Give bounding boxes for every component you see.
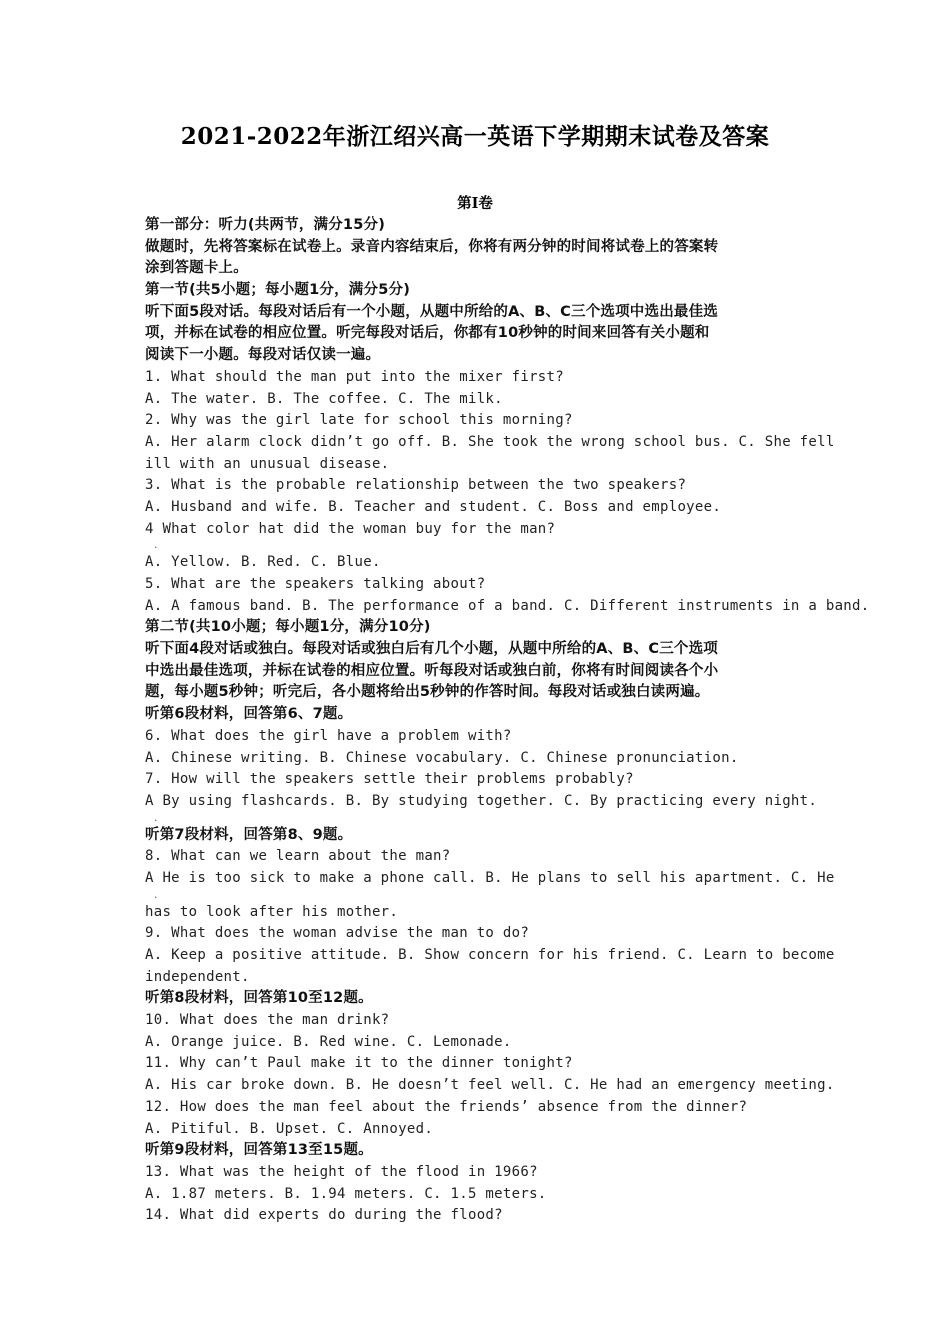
question-line: 1. What should the man put into the mixer first? (145, 368, 564, 385)
question-line: A. 1.87 meters. B. 1.94 meters. C. 1.5 meters. (145, 1185, 547, 1202)
question-line: A. Husband and wife. B. Teacher and student. C. Boss and employee. (145, 498, 722, 515)
question-line: A. Chinese writing. B. Chinese vocabulary. C. Chinese pronunciation. (145, 749, 739, 766)
question-line: 12. How does the man feel about the friends’ absence from the dinner? (145, 1098, 748, 1115)
question-line: 8. What can we learn about the man? (145, 848, 451, 865)
stray-mark: . (153, 890, 159, 901)
instruction-line: 中选出最佳选项，并标在试卷的相应位置。听每段对话或独白前，你将有时间阅读各个小 (145, 662, 719, 679)
question-line: has to look after his mother. (145, 903, 399, 920)
instruction-line: 听第8段材料，回答第10至12题。 (145, 990, 373, 1007)
question-line: A. His car broke down. B. He doesn’t feel well. C. He had an emergency meeting. (145, 1077, 835, 1094)
question-line: 14. What did experts do during the flood? (145, 1207, 503, 1224)
instruction-line: 听第6段材料，回答第6、7题。 (145, 706, 353, 723)
question-line: A. Orange juice. B. Red wine. C. Lemonade. (145, 1033, 512, 1050)
question-line: 9. What does the woman advise the man to do? (145, 925, 530, 942)
instruction-line: 涂到答题卡上。 (145, 260, 248, 277)
question-line: A. Yellow. B. Red. C. Blue. (145, 554, 381, 571)
instruction-line: 听下面5段对话。每段对话后有一个小题，从题中所给的A、B、C三个选项中选出最佳选 (145, 303, 719, 320)
instruction-line: 听第7段材料，回答第8、9题。 (145, 826, 353, 843)
instruction-line: 项，并标在试卷的相应位置。听完每段对话后，你都有10秒钟的时间来回答有关小题和 (145, 325, 710, 342)
question-line: A. Keep a positive attitude. B. Show concern for his friend. C. Learn to become (145, 947, 835, 963)
question-line: A. Her alarm clock didn’t go off. B. She took the wrong school bus. C. She fell (145, 433, 835, 450)
instruction-line: 第一节(共5小题；每小题1分，满分5分) (145, 282, 411, 299)
instruction-line: 第二节(共10小题；每小题1分，满分10分) (145, 619, 431, 636)
document-body (145, 215, 870, 1227)
instruction-line: 听第9段材料，回答第13至15题。 (145, 1142, 373, 1159)
stray-mark: . (153, 541, 159, 552)
instruction-line: 题，每小题5秒钟；听完后，各小题将给出5秒钟的作答时间。每段对话或独白读两遍。 (145, 684, 710, 701)
question-line: 2. Why was the girl late for school this morning? (145, 412, 573, 429)
question-line: 5. What are the speakers talking about? (145, 576, 486, 592)
question-line: A He is too sick to make a phone call. B. He plans to sell his apartment. C. He (145, 869, 835, 886)
question-line: independent. (145, 968, 250, 985)
instruction-line: 听下面4段对话或独白。每段对话或独白后有几个小题，从题中所给的A、B、C三个选项 (145, 641, 719, 658)
question-line: 10. What does the man drink? (145, 1012, 390, 1029)
question-line: 3. What is the probable relationship between the two speakers? (145, 477, 687, 494)
stray-mark: . (153, 813, 159, 824)
instruction-line: 做题时，先将答案标在试卷上。录音内容结束后，你将有两分钟的时间将试卷上的答案转 (145, 238, 719, 255)
question-line: A. The water. B. The coffee. C. The milk. (145, 390, 503, 407)
question-line: 7. How will the speakers settle their problems probably? (145, 771, 634, 788)
question-line: A. Pitiful. B. Upset. C. Annoyed. (145, 1120, 434, 1137)
question-line: A By using flashcards. B. By studying together. C. By practicing every night. (145, 792, 818, 809)
question-line: ill with an unusual disease. (145, 455, 390, 472)
question-line: A. A famous band. B. The performance of a band. C. Different instruments in a band. (145, 597, 870, 614)
question-line: 4 What color hat did the woman buy for the man? (145, 520, 556, 537)
volume-heading: 第Ⅰ卷 (457, 195, 493, 212)
question-line: 6. What does the girl have a problem with? (145, 727, 512, 744)
question-line: 13. What was the height of the flood in 1966? (145, 1163, 538, 1180)
instruction-line: 第一部分：听力(共两节，满分15分) (145, 217, 386, 233)
instruction-line: 阅读下一小题。每段对话仅读一遍。 (145, 347, 381, 364)
question-line: 11. Why can’t Paul make it to the dinner tonight? (145, 1055, 573, 1072)
document-title: 2021-2022年浙江绍兴高一英语下学期期末试卷及答案 (180, 123, 770, 150)
